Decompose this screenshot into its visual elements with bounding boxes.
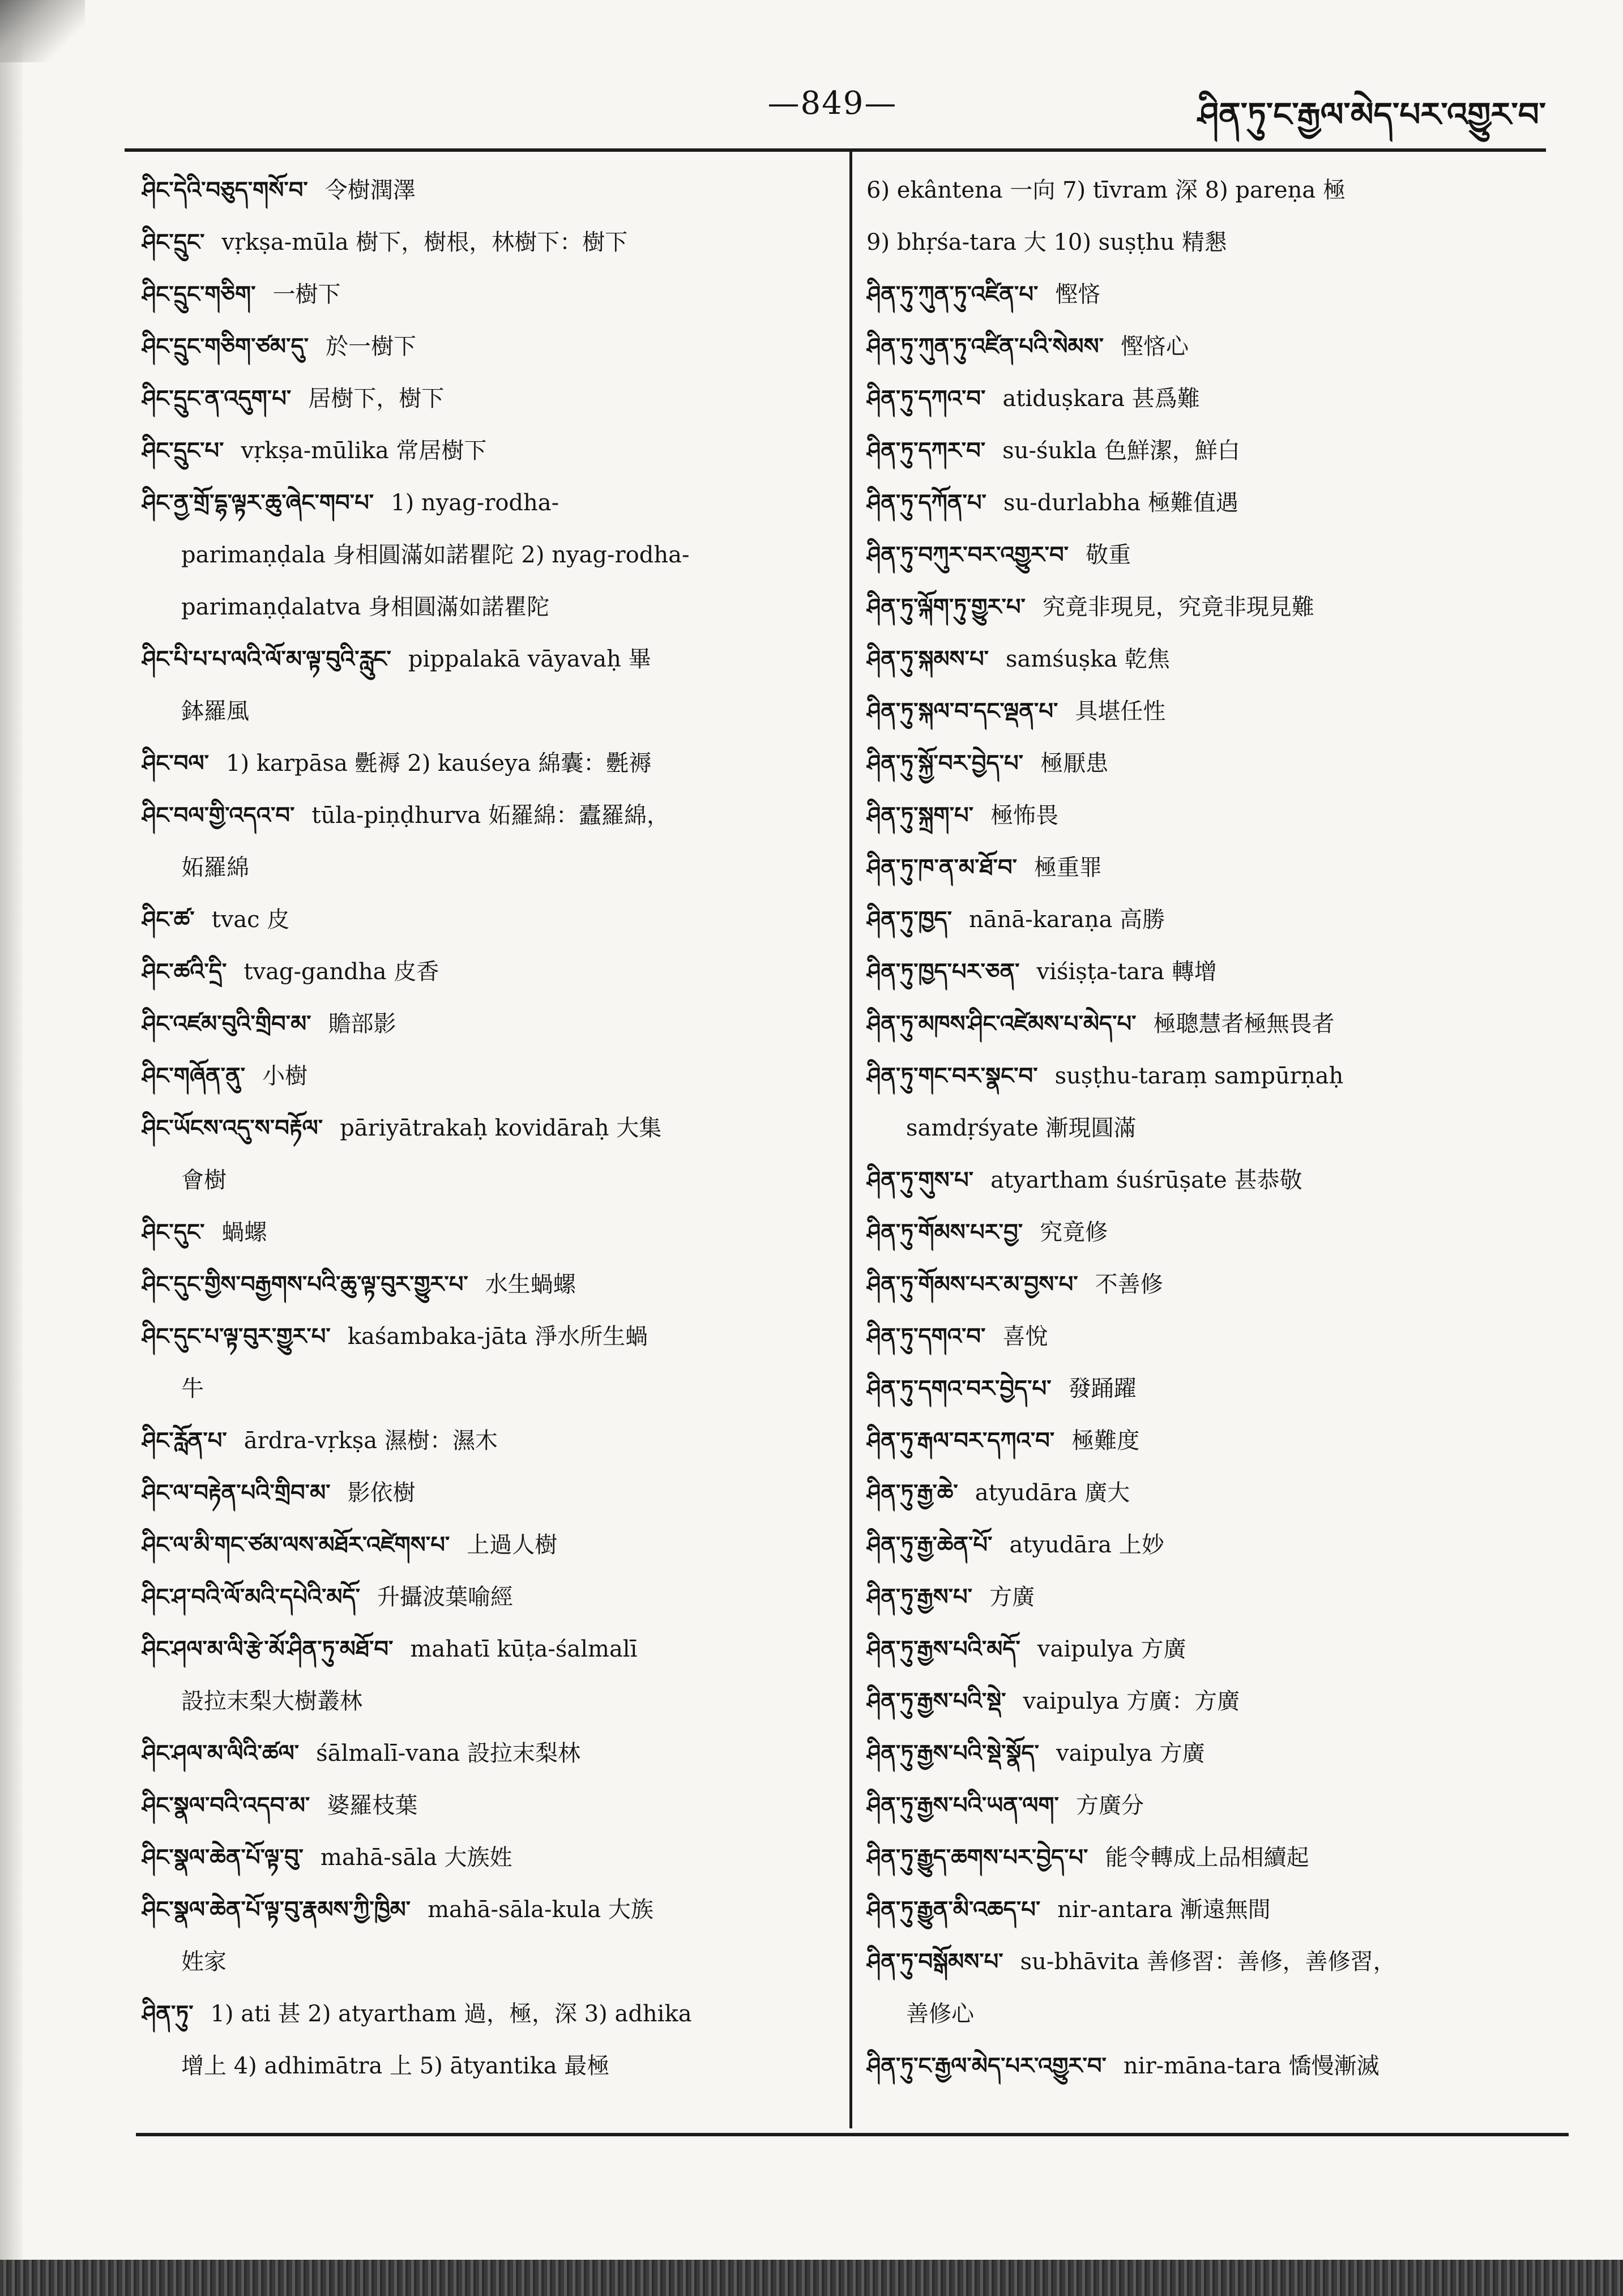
entry-gloss: tvac 皮 (211, 907, 290, 933)
entry-line (866, 268, 1557, 321)
entry-gloss: atyartham śuśrūṣate 甚恭敬 (990, 1167, 1302, 1193)
dictionary-entry (866, 789, 1557, 842)
tibetan-headword: ཤིན་ཏུ་དགའ་བ་ (866, 1324, 986, 1350)
entry-gloss: vṛkṣa-mūlika 常居樹下 (241, 438, 487, 464)
entry-line (142, 425, 832, 477)
tibetan-headword: ཤིང་དུང་པ་ལྟ་བུར་གྱུར་པ་ (142, 1324, 331, 1350)
entry-gloss: nir-māna-tara 憍慢漸滅 (1123, 2053, 1379, 2079)
tibetan-headword: ཤིན་ཏུ་ཁྱད་ (866, 907, 953, 933)
tibetan-headword: ཤིན་ཏུ་ཀུན་ཏུ་འཛིན་པའི་སེམས་ (866, 334, 1104, 360)
tibetan-headword: ཤིང་དུང་གྱིས་བརྒྱགས་པའི་ཆུ་ལྟ་བུར་གྱུར་པ་ (142, 1271, 468, 1298)
entry-line (142, 998, 832, 1050)
tibetan-headword: ཤིང་པི་པ་པ་ལའི་ལོ་མ་ལྟ་བུའི་རླུང་ (142, 646, 391, 672)
entry-continuation (866, 1988, 1557, 2040)
entry-gloss: samśuṣka 乾焦 (1006, 646, 1170, 672)
entry-gloss: 會樹 (181, 1167, 227, 1193)
entry-gloss: nānā-karaṇa 高勝 (969, 907, 1165, 933)
entry-line (866, 737, 1557, 789)
entry-line (142, 946, 832, 998)
entry-line (142, 894, 832, 946)
tibetan-headword: ཤིང་ཚ་ (142, 907, 195, 933)
tibetan-headword: ཤིན་ཏུ་གང་བར་སྣང་བ་ (866, 1063, 1038, 1089)
dictionary-entry (866, 321, 1557, 373)
dictionary-entry (142, 1415, 832, 1467)
dictionary-entry (866, 1467, 1557, 1519)
entry-gloss: 居樹下，樹下 (308, 386, 445, 412)
dictionary-entry (142, 1258, 832, 1311)
entry-gloss: 小樹 (262, 1063, 308, 1089)
dictionary-entry (866, 1311, 1557, 1363)
entry-line (866, 1936, 1557, 1988)
dictionary-entry (866, 216, 1557, 268)
tibetan-headword: ཤིན་ཏུ་ཀུན་ཏུ་འཛིན་པ་ (866, 281, 1039, 308)
tibetan-headword: ཤིན་ཏུ་ཁྱད་པར་ཅན་ (866, 959, 1020, 985)
entry-line (866, 1675, 1557, 1727)
entry-gloss: 於一樹下 (326, 334, 417, 360)
tibetan-headword: ཤིན་ཏུ་ལྐོག་ཏུ་གྱུར་པ་ (866, 594, 1026, 620)
entry-gloss: 妬羅綿 (181, 855, 249, 881)
entry-gloss: 極聰慧者極無畏者 (1153, 1011, 1335, 1037)
entry-continuation (142, 1363, 832, 1415)
entry-line (142, 216, 832, 268)
dictionary-entry (142, 1623, 832, 1727)
entry-gloss: 慳悋 (1055, 281, 1101, 308)
footer-rule (136, 2133, 1569, 2136)
tibetan-headword: ཤིན་ཏུ་བཀུར་བར་འགྱུར་བ་ (866, 542, 1069, 568)
entry-line (142, 321, 832, 373)
entry-line (142, 1102, 832, 1154)
entry-line (866, 633, 1557, 685)
entry-gloss: 令樹潤澤 (324, 177, 416, 203)
entry-line (142, 789, 832, 842)
dictionary-entry (866, 1832, 1557, 1884)
entry-gloss: 不善修 (1095, 1271, 1163, 1298)
dictionary-entry (142, 1988, 832, 2092)
entry-continuation (142, 1154, 832, 1206)
entry-line (142, 1779, 832, 1832)
dictionary-entry (142, 1519, 832, 1571)
entry-line (866, 164, 1557, 216)
dictionary-entry (866, 268, 1557, 321)
entry-gloss: 一樹下 (272, 281, 341, 308)
entry-line (866, 321, 1557, 373)
dictionary-entry (142, 1884, 832, 1988)
entry-gloss: samdṛśyate 漸現圓滿 (906, 1115, 1137, 1141)
entry-line (142, 737, 832, 789)
dictionary-entry (142, 789, 832, 894)
entry-gloss: atiduṣkara 甚爲難 (1002, 386, 1200, 412)
dictionary-entry (866, 373, 1557, 425)
dictionary-entry (866, 685, 1557, 737)
entry-line (866, 842, 1557, 894)
tibetan-headword: ཤིང་རློན་པ་ (142, 1428, 227, 1454)
dictionary-entry (142, 216, 832, 268)
entry-line (866, 1467, 1557, 1519)
entry-continuation (142, 529, 832, 581)
dictionary-entry (866, 1154, 1557, 1206)
tibetan-headword: ཤིང་དྲུང་པ་ (142, 438, 224, 464)
dictionary-entry (142, 1727, 832, 1779)
entry-gloss: 喜悅 (1002, 1324, 1048, 1350)
tibetan-headword: ཤིན་ཏུ་རྒྱས་པའི་སྡེ་ (866, 1688, 1006, 1714)
entry-line (866, 1415, 1557, 1467)
entry-gloss: vaipulya 方廣：方廣 (1023, 1688, 1240, 1714)
entry-gloss: 極難度 (1071, 1428, 1140, 1454)
entry-line (866, 1050, 1557, 1102)
entry-line (866, 1311, 1557, 1363)
entry-continuation (142, 1936, 832, 1988)
tibetan-headword: ཤིན་ཏུ་རྒྱས་པའི་ཡན་ལག་ (866, 1793, 1059, 1819)
tibetan-headword: ཤིན་ཏུ་དཀོན་པ་ (866, 490, 986, 516)
tibetan-headword: ཤིང་བལ་གྱི་འདའ་བ་ (142, 803, 295, 829)
tibetan-headword: ཤིན་ཏུ་བསྒོམས་པ་ (866, 1949, 1003, 1975)
entry-line (866, 894, 1557, 946)
entry-gloss: 具堪任性 (1075, 698, 1166, 724)
entry-gloss: pippalakā vāyavaḥ 畢 (408, 646, 651, 672)
tibetan-headword: ཤིང་དུང་ (142, 1219, 205, 1245)
tibetan-headword: ཤིན་ཏུ་རྒྱ་ཆེན་པོ་ (866, 1532, 993, 1558)
entry-line (866, 373, 1557, 425)
dictionary-entry (866, 946, 1557, 998)
entry-gloss: 1) karpāsa 氎褥 2) kauśeya 綿囊：氎褥 (226, 750, 652, 776)
entry-gloss: mahatī kūṭa-śalmalī (410, 1636, 638, 1662)
tibetan-headword: ཤིན་ཏུ་རྒྱ་ཆེ་ (866, 1480, 958, 1506)
entry-gloss: su-śukla 色鮮潔，鮮白 (1002, 438, 1240, 464)
entry-line (142, 1623, 832, 1675)
scan-edge (0, 0, 23, 2296)
entry-gloss: atyudāra 廣大 (975, 1480, 1130, 1506)
entry-line (142, 1311, 832, 1363)
tibetan-headword: ཤིན་ཏུ་རྒྱས་པའི་སྡེ་སྣོད་ (866, 1740, 1040, 1766)
entry-gloss: 鉢羅風 (181, 698, 249, 724)
entry-line (866, 1363, 1557, 1415)
tibetan-headword: ཤིན་ཏུ་རྒྱས་པ་ (866, 1584, 973, 1610)
tibetan-headword: ཤིན་ཏུ་མཁས་ཤིང་འཛེམས་པ་མེད་པ་ (866, 1011, 1137, 1037)
dictionary-entry (142, 633, 832, 737)
dictionary-entry (866, 529, 1557, 581)
entry-gloss: 方廣分 (1075, 1793, 1144, 1819)
entry-line (142, 1258, 832, 1311)
tibetan-headword: ཤིང་དྲུང་གཅིག་ཙམ་དུ་ (142, 334, 309, 360)
dictionary-entry (866, 2040, 1557, 2092)
entry-gloss: 增上 4) adhimātra 上 5) ātyantika 最極 (181, 2053, 610, 2079)
entry-line (142, 1988, 832, 2040)
entry-gloss: 究竟修 (1040, 1219, 1108, 1245)
entry-line (142, 1050, 832, 1102)
dictionary-entry (142, 268, 832, 321)
entry-line (866, 1206, 1557, 1258)
dictionary-entry (866, 164, 1557, 216)
entry-gloss: 影依樹 (347, 1480, 416, 1506)
tibetan-headword: ཤིན་ཏུ་རྒལ་བར་དཀའ་བ་ (866, 1428, 1055, 1454)
dictionary-entry (142, 477, 832, 633)
dictionary-entry (866, 581, 1557, 633)
entry-gloss: vṛkṣa-mūla 樹下，樹根，林樹下：樹下 (221, 229, 628, 255)
entry-gloss: 究竟非現見，究竟非現見難 (1042, 594, 1314, 620)
entry-gloss: vaipulya 方廣 (1037, 1636, 1186, 1662)
entry-gloss: tūla-piṇḍhurva 妬羅綿：蠹羅綿， (311, 803, 669, 829)
entry-line (866, 789, 1557, 842)
entry-line (866, 1519, 1557, 1571)
entry-gloss: 敬重 (1086, 542, 1131, 568)
entry-line (142, 1727, 832, 1779)
dictionary-entry (866, 1623, 1557, 1675)
tibetan-headword: ཤིང་སྣལ་ཆེན་པོ་ལྟ་བུ་རྣམས་ཀྱི་ཁྱིམ་ (142, 1897, 411, 1923)
dictionary-entry (142, 1779, 832, 1832)
tibetan-headword: ཤིང་བལ་ (142, 750, 210, 776)
tibetan-headword: ཤིང་འཛམ་བུའི་གྲིབ་མ་ (142, 1011, 311, 1037)
entry-continuation (866, 1102, 1557, 1154)
entry-line (866, 1571, 1557, 1623)
entry-line (142, 164, 832, 216)
tibetan-headword: ཤིང་ཡོངས་འདུ་ས་བརྟོལ་ (142, 1115, 323, 1141)
tibetan-headword: ཤིང་ཤ་བའི་ལོ་མའི་དཔེའི་མདོ་ (142, 1584, 361, 1610)
entry-line (866, 1727, 1557, 1779)
entry-gloss: 能令轉成上品相續起 (1105, 1845, 1309, 1871)
dictionary-entry (142, 1467, 832, 1519)
dictionary-entry (142, 1571, 832, 1623)
dictionary-entry (866, 1258, 1557, 1311)
entry-line (142, 268, 832, 321)
entry-gloss: 極怖畏 (990, 803, 1059, 829)
dictionary-entry (866, 1884, 1557, 1936)
entry-gloss: 牛 (181, 1376, 204, 1402)
dictionary-entry (866, 1519, 1557, 1571)
tibetan-headword: ཤིང་ལ་བརྟེན་པའི་གྲིབ་མ་ (142, 1480, 331, 1506)
dictionary-entry (866, 998, 1557, 1050)
entry-gloss: su-bhāvita 善修習：善修，善修習， (1020, 1949, 1396, 1975)
entry-line (142, 1415, 832, 1467)
tibetan-headword: ཤིང་ལ་མི་གང་ཙམ་ལས་མཐོར་འཛེགས་པ་ (142, 1532, 450, 1558)
tibetan-headword: ཤིན་ཏུ་རྒྱུད་ཆགས་པར་བྱེད་པ་ (866, 1845, 1088, 1871)
tibetan-headword: ཤིན་ཏུ་གོམས་པར་བྱ་ (866, 1219, 1023, 1245)
entry-line (866, 1258, 1557, 1311)
entry-gloss: 贍部影 (328, 1011, 396, 1037)
tibetan-headword: ཤིན་ཏུ་གོམས་པར་མ་བྱས་པ་ (866, 1271, 1078, 1298)
entry-line (866, 1779, 1557, 1832)
entry-line (866, 1154, 1557, 1206)
entry-gloss: mahā-sāla-kula 大族 (428, 1897, 654, 1923)
entry-gloss: 姓家 (181, 1949, 227, 1975)
tibetan-headword: ཤིང་ཤལ་མ་ལི་རྩེ་མོ་ཤིན་ཏུ་མཐོ་བ་ (142, 1636, 394, 1662)
dictionary-entry (866, 1363, 1557, 1415)
entry-gloss: parimaṇḍalatva 身相圓滿如諾瞿陀 (181, 594, 550, 620)
entry-line (142, 1832, 832, 1884)
entry-gloss: tvag-gandha 皮香 (244, 959, 439, 985)
entry-gloss: 6) ekântena 一向 7) tīvram 深 8) pareṇa 極 (866, 177, 1346, 203)
entry-gloss: 水生蝸螺 (485, 1271, 576, 1298)
tibetan-headword: ཤིང་ཚའི་དྲི་ (142, 959, 227, 985)
running-head: ཤིན་ཏུ་ང་རྒྱལ་མེད་པར་འགྱུར་བ་ (1198, 95, 1546, 134)
dictionary-entry (866, 737, 1557, 789)
dictionary-entry (142, 373, 832, 425)
entry-gloss: 方廣 (989, 1584, 1035, 1610)
entry-gloss: 極重罪 (1034, 855, 1103, 881)
entry-gloss: 升攝波葉喻經 (377, 1584, 514, 1610)
left-column (142, 164, 832, 2092)
entry-continuation (142, 1675, 832, 1727)
dictionary-entry (866, 1727, 1557, 1779)
tibetan-headword: ཤིན་ཏུ་དཀའ་བ་ (866, 386, 986, 412)
entry-continuation (142, 842, 832, 894)
dictionary-entry (866, 1675, 1557, 1727)
entry-gloss: 發踊躍 (1068, 1376, 1137, 1402)
entry-gloss: 善修心 (906, 2001, 974, 2027)
tibetan-headword: ཤིན་ཏུ་ང་རྒྱལ་མེད་པར་འགྱུར་བ་ (866, 2053, 1107, 2079)
entry-gloss: śālmalī-vana 設拉末梨林 (316, 1740, 580, 1766)
entry-line (142, 1571, 832, 1623)
dictionary-entry (866, 1571, 1557, 1623)
dictionary-entry (142, 1206, 832, 1258)
entry-line (866, 1623, 1557, 1675)
dictionary-entry (142, 1832, 832, 1884)
entry-gloss: suṣṭhu-taraṃ sampūrṇaḥ (1054, 1063, 1344, 1089)
entry-line (866, 685, 1557, 737)
tibetan-headword: ཤིང་ཤལ་མ་ལིའི་ཚལ་ (142, 1740, 300, 1766)
tibetan-headword: ཤིང་ནྱ་གྲོ་དྷ་ལྟར་ཆུ་ཞེང་གབ་པ་ (142, 490, 374, 516)
dictionary-entry (142, 1311, 832, 1415)
right-column (866, 164, 1557, 2092)
tibetan-headword: ཤིང་དྲུང་གཅིག་ (142, 281, 256, 308)
tibetan-headword: ཤིན་ཏུ་སྐྱོ་བར་བྱེད་པ་ (866, 750, 1024, 776)
entry-line (866, 2040, 1557, 2092)
entry-line (866, 477, 1557, 529)
entry-gloss: nir-antara 漸遠無間 (1057, 1897, 1271, 1923)
entry-line (866, 1884, 1557, 1936)
dictionary-entry (866, 894, 1557, 946)
entry-continuation (142, 2040, 832, 2092)
tibetan-headword: ཤིན་ཏུ་སྐལ་བ་དང་ལྡན་པ་ (866, 698, 1058, 724)
tibetan-headword: ཤིན་ཏུ་དཀར་བ་ (866, 438, 986, 464)
tibetan-headword: ཤིན་ཏུ་ (142, 2001, 194, 2027)
tibetan-headword: ཤིན་ཏུ་རྒྱུན་མི་འཆད་པ་ (866, 1897, 1041, 1923)
entry-line (142, 633, 832, 685)
dictionary-entry (866, 425, 1557, 477)
dictionary-entry (866, 633, 1557, 685)
tibetan-headword: ཤིང་དེའི་བཅུད་གསོ་བ་ (142, 177, 308, 203)
dictionary-entry (866, 1936, 1557, 2040)
header-rule (125, 148, 1546, 152)
entry-gloss: 設拉末梨大樹叢林 (181, 1688, 362, 1714)
dictionary-entry (866, 1206, 1557, 1258)
entry-gloss: 慳悋心 (1121, 334, 1189, 360)
entry-line (142, 477, 832, 529)
tibetan-headword: ཤིང་སྣལ་བའི་འདབ་མ་ (142, 1793, 310, 1819)
scan-bottom-edge (0, 2260, 1623, 2296)
tibetan-headword: ཤིན་ཏུ་ཁ་ན་མ་ཐོ་བ་ (866, 855, 1018, 881)
entry-line (142, 1467, 832, 1519)
entry-gloss: 上過人樹 (467, 1532, 558, 1558)
entry-line (866, 529, 1557, 581)
entry-continuation (142, 685, 832, 737)
column-divider (849, 152, 852, 2128)
entry-line (142, 1206, 832, 1258)
entry-gloss: 9) bhṛśa-tara 大 10) suṣṭhu 精懇 (866, 229, 1227, 255)
page-number: —849— (767, 85, 898, 122)
entry-line (866, 425, 1557, 477)
entry-line (142, 1519, 832, 1571)
entry-line (142, 373, 832, 425)
entry-gloss: mahā-sāla 大族姓 (320, 1845, 512, 1871)
entry-gloss: parimaṇḍala 身相圓滿如諾瞿陀 2) nyag-rodha- (181, 542, 690, 568)
dictionary-entry (142, 946, 832, 998)
entry-gloss: vaipulya 方廣 (1056, 1740, 1205, 1766)
dictionary-entry (866, 842, 1557, 894)
entry-gloss: kaśambaka-jāta 淨水所生蝸 (347, 1324, 648, 1350)
entry-line (866, 216, 1557, 268)
dictionary-entry (866, 1415, 1557, 1467)
entry-line (142, 1884, 832, 1936)
dictionary-entry (866, 1050, 1557, 1154)
entry-gloss: viśiṣṭa-tara 轉增 (1036, 959, 1217, 985)
entry-gloss: 1) nyag-rodha- (391, 490, 559, 516)
entry-gloss: su-durlabha 極難值遇 (1003, 490, 1238, 516)
entry-line (866, 581, 1557, 633)
tibetan-headword: ཤིན་ཏུ་རྒྱས་པའི་མདོ་ (866, 1636, 1020, 1662)
entry-gloss: atyudāra 上妙 (1009, 1532, 1164, 1558)
entry-gloss: ārdra-vṛkṣa 濕樹：濕木 (244, 1428, 498, 1454)
entry-gloss: 極厭患 (1040, 750, 1109, 776)
entry-gloss: 婆羅枝葉 (327, 1793, 418, 1819)
entry-line (866, 1832, 1557, 1884)
tibetan-headword: ཤིན་ཏུ་གུས་པ་ (866, 1167, 974, 1193)
entry-continuation (142, 581, 832, 633)
dictionary-entry (142, 737, 832, 789)
tibetan-headword: ཤིང་དྲུང་ན་འདུག་པ་ (142, 386, 292, 412)
entry-gloss: 蝸螺 (221, 1219, 267, 1245)
tibetan-headword: ཤིན་ཏུ་སྐམས་པ་ (866, 646, 989, 672)
scan-corner-shadow (0, 0, 85, 62)
dictionary-entry (866, 477, 1557, 529)
dictionary-entry (142, 1050, 832, 1102)
dictionary-entry (866, 1779, 1557, 1832)
entry-gloss: pāriyātrakaḥ kovidāraḥ 大集 (340, 1115, 662, 1141)
tibetan-headword: ཤིང་གཞོན་ནུ་ (142, 1063, 246, 1089)
dictionary-entry (142, 321, 832, 373)
dictionary-entry (142, 1102, 832, 1206)
entry-line (866, 998, 1557, 1050)
tibetan-headword: ཤིང་སྣལ་ཆེན་པོ་ལྟ་བུ་ (142, 1845, 304, 1871)
dictionary-entry (142, 164, 832, 216)
entry-gloss: 1) ati 甚 2) atyartham 過，極，深 3) adhika (210, 2001, 692, 2027)
tibetan-headword: ཤིན་ཏུ་དགའ་བར་བྱེད་པ་ (866, 1376, 1052, 1402)
dictionary-entry (142, 894, 832, 946)
tibetan-headword: ཤིང་དྲུང་ (142, 229, 205, 255)
entry-line (866, 946, 1557, 998)
dictionary-entry (142, 425, 832, 477)
tibetan-headword: ཤིན་ཏུ་སྐྲག་པ་ (866, 803, 974, 829)
dictionary-entry (142, 998, 832, 1050)
